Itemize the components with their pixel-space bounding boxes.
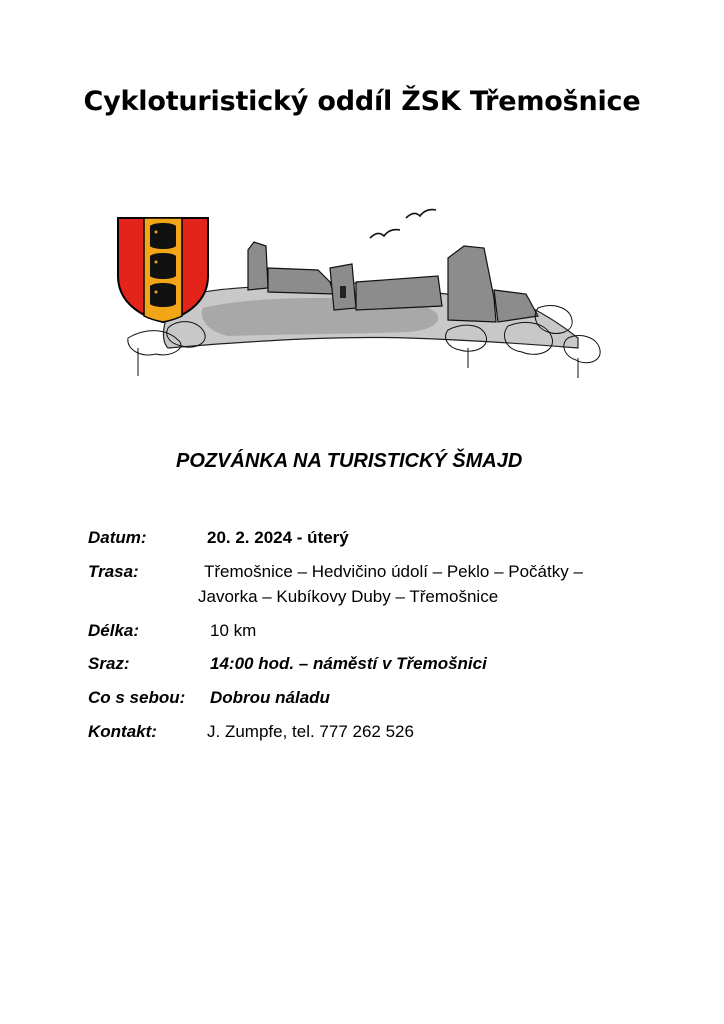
delka-value: 10 km	[210, 621, 257, 640]
trasa-label: Trasa:	[88, 562, 139, 581]
sraz-value: 14:00 hod. – náměstí v Třemošnici	[210, 654, 487, 673]
kontakt-label: Kontakt:	[88, 722, 157, 741]
trasa-value-line2: Javorka – Kubíkovy Duby – Třemošnice	[198, 587, 499, 606]
co-s-sebou-label: Co s sebou:	[88, 688, 186, 707]
datum-value: 20. 2. 2024 - úterý	[207, 528, 349, 547]
trasa-value-line1: Třemošnice – Hedvičino údolí – Peklo – Počátky –	[204, 562, 583, 581]
page-title: Cykloturistický oddíl ŽSK Třemošnice	[83, 86, 641, 117]
sraz-label: Sraz:	[88, 654, 130, 673]
delka-label: Délka:	[88, 621, 140, 640]
kontakt-value: J. Zumpfe, tel. 777 262 526	[207, 722, 414, 741]
invitation-title: POZVÁNKA NA TURISTICKÝ ŠMAJD	[176, 450, 523, 472]
datum-label: Datum:	[88, 528, 147, 547]
co-s-sebou-value: Dobrou náladu	[210, 688, 330, 707]
